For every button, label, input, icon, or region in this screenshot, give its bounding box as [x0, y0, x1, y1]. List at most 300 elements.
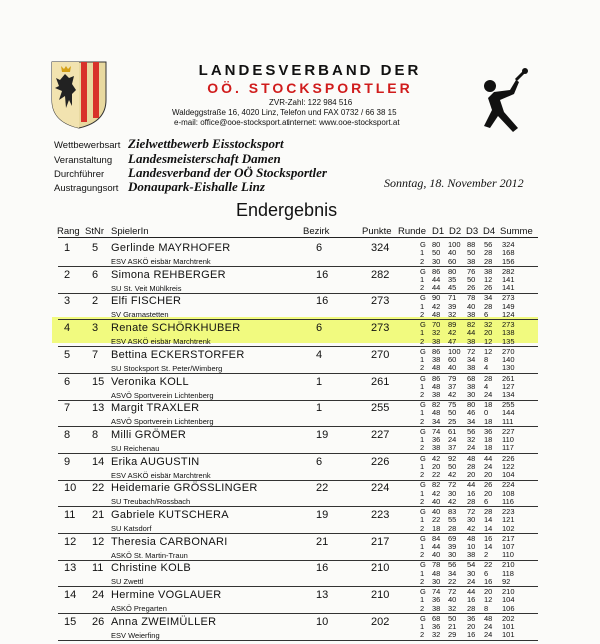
website: internet: www.ooe-stocksport.at	[288, 118, 400, 127]
stnr-cell: 15	[92, 375, 105, 388]
round-label: 2	[420, 576, 425, 586]
round-score: 12	[484, 595, 493, 605]
club-name: SU Stocksport St. Peter/Wimberg	[111, 363, 223, 373]
col-header-d2: D2	[449, 226, 462, 237]
round-sum: 102	[502, 523, 515, 533]
round-sum: 282	[502, 266, 515, 276]
round-score: 32	[484, 320, 493, 330]
points-cell: 324	[371, 242, 390, 254]
stnr-cell: 21	[92, 509, 105, 521]
round-score: 50	[448, 408, 457, 418]
round-score: 38	[432, 603, 441, 613]
round-score: 38	[432, 355, 441, 365]
rank-cell: 7	[64, 402, 71, 415]
player-name: Margit TRAXLER	[111, 402, 200, 415]
round-sum: 141	[502, 283, 515, 293]
round-score: 38	[467, 309, 476, 319]
bezirk-cell: 19	[316, 428, 329, 441]
round-label: 1	[420, 328, 425, 338]
round-sum: 92	[502, 576, 511, 586]
club-name: ASKÖ Pregarten	[111, 604, 167, 614]
round-sum: 261	[502, 373, 515, 383]
round-score: 30	[467, 568, 476, 578]
round-score: 30	[448, 488, 457, 498]
round-label: G	[420, 560, 426, 570]
table-row	[0, 400, 600, 427]
round-score: 34	[467, 416, 476, 426]
round-label: 1	[420, 381, 425, 391]
bezirk-cell: 19	[316, 509, 329, 521]
round-score: 100	[448, 240, 461, 249]
round-score: 24	[484, 622, 493, 632]
points-cell: 273	[371, 322, 390, 335]
round-score: 44	[432, 541, 441, 551]
round-score: 14	[484, 523, 493, 533]
bezirk-cell: 16	[316, 295, 329, 308]
round-score: 48	[432, 363, 441, 373]
round-score: 28	[484, 373, 493, 383]
round-score: 48	[432, 309, 441, 319]
round-sum: 223	[502, 507, 515, 516]
round-label: 2	[420, 336, 425, 346]
table-row	[0, 267, 600, 294]
org-name-line1: LANDESVERBAND DER	[198, 62, 422, 79]
round-score: 32	[448, 309, 457, 319]
bezirk-cell: 1	[316, 402, 323, 415]
round-sum: 130	[502, 363, 515, 373]
round-score: 78	[432, 560, 441, 570]
round-score: 36	[432, 435, 441, 445]
round-label: 2	[420, 363, 425, 373]
round-score: 86	[432, 266, 441, 276]
round-score: 24	[484, 390, 493, 400]
info-value-veranstaltung: Landesmeisterschaft Damen	[128, 151, 281, 166]
round-score: 76	[467, 266, 476, 276]
points-cell: 255	[371, 402, 390, 415]
round-score: 72	[448, 480, 457, 490]
table-row	[0, 240, 600, 267]
col-header-spielerin: SpielerIn	[111, 226, 149, 237]
round-score: 86	[432, 373, 441, 383]
round-label: G	[420, 587, 426, 597]
rank-cell: 9	[64, 455, 71, 468]
stnr-cell: 13	[92, 402, 105, 415]
round-score: 0	[484, 408, 489, 418]
rank-cell: 8	[64, 428, 71, 441]
address: Waldeggstraße 16, 4020 Linz,	[172, 108, 279, 117]
rank-cell: 13	[64, 562, 77, 575]
round-score: 56	[467, 426, 476, 436]
round-score: 50	[448, 613, 457, 623]
round-score: 38	[432, 443, 441, 453]
club-name: SU Zwettl	[111, 577, 144, 587]
round-score: 26	[484, 283, 493, 293]
round-label: 1	[420, 355, 425, 365]
round-label: G	[420, 613, 426, 623]
table-row	[0, 614, 600, 641]
player-name: Elfi FISCHER	[111, 295, 182, 308]
round-score: 28	[448, 523, 457, 533]
zvr-number: ZVR-Zahl: 122 984 516	[269, 98, 353, 107]
round-score: 22	[432, 515, 441, 525]
round-label: G	[420, 453, 426, 463]
round-score: 12	[484, 274, 493, 284]
points-cell: 273	[371, 295, 390, 308]
stnr-cell: 3	[92, 322, 99, 335]
round-score: 100	[448, 346, 461, 356]
round-score: 34	[448, 568, 457, 578]
round-score: 39	[448, 541, 457, 551]
round-score: 92	[448, 453, 457, 463]
round-score: 48	[467, 533, 476, 543]
round-sum: 324	[502, 240, 515, 249]
round-sum: 108	[502, 488, 515, 498]
round-score: 30	[448, 550, 457, 560]
col-header-punkte: Punkte	[362, 226, 392, 237]
round-score: 71	[448, 293, 457, 303]
round-sum: 127	[502, 381, 515, 391]
round-score: 44	[467, 328, 476, 338]
round-score: 54	[467, 560, 476, 570]
round-label: 1	[420, 541, 425, 551]
stnr-cell: 5	[92, 242, 99, 254]
points-cell: 223	[371, 509, 390, 521]
round-score: 44	[432, 274, 441, 284]
round-label: 1	[420, 274, 425, 284]
round-sum: 226	[502, 453, 515, 463]
curler-pictogram-icon	[470, 68, 532, 134]
club-name: ESV ASKÖ eisbär Marchtrenk	[111, 257, 211, 266]
round-score: 42	[448, 328, 457, 338]
round-score: 72	[467, 346, 476, 356]
round-score: 72	[448, 587, 457, 597]
info-value-austragungsort: Donaupark-Eishalle Linz	[128, 179, 265, 194]
round-score: 32	[432, 328, 441, 338]
round-score: 32	[448, 603, 457, 613]
round-score: 60	[448, 256, 457, 266]
round-sum: 104	[502, 470, 515, 480]
round-label: 1	[420, 622, 425, 632]
round-label: G	[420, 240, 426, 249]
round-score: 37	[448, 381, 457, 391]
club-name: ASVÖ Sportverein Lichtenberg	[111, 417, 214, 427]
round-score: 28	[467, 496, 476, 506]
player-name: Milli GRÖMER	[111, 428, 187, 441]
round-score: 48	[432, 408, 441, 418]
rank-cell: 12	[64, 535, 77, 548]
round-score: 74	[432, 587, 441, 597]
rank-cell: 2	[64, 268, 71, 281]
points-cell: 202	[371, 615, 390, 628]
round-score: 61	[448, 426, 457, 436]
player-name: Christine KOLB	[111, 562, 192, 575]
round-label: 1	[420, 488, 425, 498]
round-score: 36	[467, 613, 476, 623]
round-score: 26	[484, 480, 493, 490]
round-sum: 202	[502, 613, 515, 623]
round-score: 40	[467, 301, 476, 311]
stnr-cell: 2	[92, 295, 99, 308]
stnr-cell: 8	[92, 428, 99, 441]
round-score: 32	[467, 435, 476, 445]
round-score: 82	[432, 400, 441, 410]
round-label: 2	[420, 416, 425, 426]
round-sum: 224	[502, 480, 515, 490]
club-name: SV Gramastetten	[111, 310, 169, 320]
phone: Telefon und FAX 0732 / 66 38 15	[280, 108, 397, 117]
round-sum: 140	[502, 355, 515, 365]
round-score: 22	[484, 560, 493, 570]
round-score: 56	[448, 560, 457, 570]
bezirk-cell: 16	[316, 562, 329, 575]
rank-cell: 11	[64, 509, 76, 521]
round-score: 44	[467, 587, 476, 597]
round-score: 47	[448, 336, 457, 346]
round-sum: 101	[502, 622, 515, 632]
round-score: 30	[467, 390, 476, 400]
round-score: 34	[432, 416, 441, 426]
round-score: 56	[484, 240, 493, 249]
round-score: 16	[467, 488, 476, 498]
header-divider	[58, 237, 538, 238]
round-score: 88	[467, 240, 476, 249]
round-score: 30	[467, 515, 476, 525]
table-row	[0, 320, 600, 347]
round-sum: 134	[502, 390, 515, 400]
round-score: 50	[467, 274, 476, 284]
event-date: Sonntag, 18. November 2012	[384, 176, 524, 190]
round-score: 48	[432, 568, 441, 578]
round-label: 2	[420, 496, 425, 506]
round-sum: 210	[502, 560, 515, 570]
round-score: 50	[467, 248, 476, 258]
table-row	[0, 374, 600, 401]
round-score: 78	[467, 293, 476, 303]
round-score: 34	[467, 355, 476, 365]
round-score: 84	[432, 533, 441, 543]
info-label-durchfuehrer: Durchführer	[54, 169, 105, 180]
round-sum: 135	[502, 336, 515, 346]
round-score: 25	[448, 416, 457, 426]
round-score: 42	[432, 488, 441, 498]
table-row	[0, 480, 600, 507]
round-score: 36	[432, 622, 441, 632]
round-score: 22	[432, 470, 441, 480]
round-score: 55	[448, 515, 457, 525]
round-label: G	[420, 480, 426, 490]
page-title: Endergebnis	[236, 200, 338, 220]
round-sum: 144	[502, 408, 515, 418]
col-header-rang: Rang	[57, 226, 80, 237]
round-score: 18	[484, 435, 493, 445]
round-sum: 121	[502, 515, 515, 525]
round-score: 22	[448, 576, 457, 586]
stnr-cell: 24	[92, 589, 105, 602]
round-score: 38	[467, 363, 476, 373]
round-score: 24	[484, 461, 493, 471]
rank-cell: 15	[64, 615, 77, 628]
col-header-d1: D1	[432, 226, 445, 237]
round-score: 44	[432, 283, 441, 293]
info-label-austragungsort: Austragungsort	[54, 183, 119, 194]
round-score: 18	[484, 443, 493, 453]
col-header-d4: D4	[483, 226, 496, 237]
round-label: 2	[420, 443, 425, 453]
round-score: 60	[448, 355, 457, 365]
player-name: Gabriele KUTSCHERA	[111, 509, 229, 521]
points-cell: 227	[371, 428, 390, 441]
round-label: 2	[420, 309, 425, 319]
round-score: 48	[484, 613, 493, 623]
round-sum: 124	[502, 309, 515, 319]
round-score: 74	[432, 426, 441, 436]
col-header-runde: Runde	[398, 226, 426, 237]
stnr-cell: 12	[92, 535, 105, 548]
round-score: 30	[432, 256, 441, 266]
round-label: G	[420, 533, 426, 543]
col-header-bezirk: Bezirk	[303, 226, 330, 237]
round-score: 14	[484, 541, 493, 551]
club-name: SU Katsdorf	[111, 524, 152, 533]
round-score: 6	[484, 309, 489, 319]
points-cell: 217	[371, 535, 390, 548]
round-score: 16	[467, 595, 476, 605]
info-label-wettbewerbsart: Wettbewerbsart	[54, 140, 121, 151]
round-label: 1	[420, 435, 425, 445]
round-sum: 217	[502, 533, 515, 543]
round-score: 30	[432, 576, 441, 586]
round-label: 1	[420, 568, 425, 578]
round-sum: 156	[502, 256, 515, 266]
round-score: 40	[448, 363, 457, 373]
round-score: 80	[448, 266, 457, 276]
coat-of-arms-icon	[50, 60, 108, 130]
points-cell: 270	[371, 348, 390, 361]
round-label: G	[420, 293, 426, 303]
round-score: 48	[432, 381, 441, 391]
round-score: 18	[484, 400, 493, 410]
player-name: Veronika KOLL	[111, 375, 189, 388]
bezirk-cell: 6	[316, 242, 323, 254]
round-score: 18	[432, 523, 441, 533]
stnr-cell: 22	[92, 482, 105, 495]
info-label-veranstaltung: Veranstaltung	[54, 155, 113, 166]
round-sum: 210	[502, 587, 515, 597]
round-score: 42	[432, 453, 441, 463]
col-header-d3: D3	[466, 226, 479, 237]
round-sum: 273	[502, 320, 515, 330]
club-name: SU Reichenau	[111, 443, 160, 453]
rank-cell: 6	[64, 375, 71, 388]
col-header-stnr: StNr	[85, 226, 104, 237]
round-score: 44	[467, 480, 476, 490]
round-score: 86	[432, 346, 441, 356]
round-score: 24	[448, 435, 457, 445]
round-sum: 270	[502, 346, 515, 356]
round-label: 1	[420, 461, 425, 471]
round-score: 20	[467, 622, 476, 632]
round-sum: 117	[502, 443, 514, 453]
round-score: 20	[467, 470, 476, 480]
round-label: G	[420, 373, 426, 383]
round-label: G	[420, 507, 426, 516]
round-score: 18	[484, 416, 493, 426]
round-sum: 110	[502, 550, 514, 560]
club-name: SU Treubach/Rossbach	[111, 497, 191, 507]
round-score: 20	[484, 470, 493, 480]
round-score: 38	[432, 336, 441, 346]
bezirk-cell: 10	[316, 615, 329, 628]
player-name: Theresia CARBONARI	[111, 535, 228, 548]
player-name: Anna ZWEIMÜLLER	[111, 615, 217, 628]
round-score: 16	[484, 576, 493, 586]
round-score: 42	[467, 523, 476, 533]
round-sum: 110	[502, 435, 514, 445]
round-score: 40	[448, 248, 457, 258]
round-sum: 101	[502, 630, 515, 640]
round-score: 38	[467, 336, 476, 346]
round-score: 8	[484, 603, 489, 613]
round-label: G	[420, 400, 426, 410]
round-score: 20	[484, 328, 493, 338]
round-score: 83	[448, 507, 457, 516]
points-cell: 224	[371, 482, 390, 495]
round-label: G	[420, 320, 426, 330]
round-score: 28	[484, 301, 493, 311]
round-sum: 122	[502, 461, 515, 471]
round-sum: 118	[502, 568, 514, 578]
round-score: 38	[467, 550, 476, 560]
round-score: 4	[484, 381, 489, 391]
bezirk-cell: 1	[316, 375, 323, 388]
round-score: 16	[467, 630, 476, 640]
round-label: 1	[420, 248, 425, 258]
round-score: 40	[432, 550, 441, 560]
round-score: 8	[484, 355, 489, 365]
round-label: 2	[420, 550, 425, 560]
round-score: 28	[467, 603, 476, 613]
email: e-mail: office@ooe-stocksport.at	[174, 118, 289, 127]
round-score: 46	[467, 408, 476, 418]
round-score: 82	[432, 480, 441, 490]
round-score: 38	[484, 266, 493, 276]
points-cell: 261	[371, 375, 390, 388]
stnr-cell: 7	[92, 348, 99, 361]
round-score: 28	[484, 248, 493, 258]
col-header-summe: Summe	[500, 226, 533, 237]
club-name: ESV ASKÖ eisbär Marchtrenk	[111, 337, 211, 347]
rank-cell: 1	[64, 242, 71, 254]
round-score: 68	[467, 373, 476, 383]
round-score: 82	[467, 320, 476, 330]
player-name: Gerlinde MAYRHOFER	[111, 242, 231, 254]
bezirk-cell: 6	[316, 455, 323, 468]
round-score: 6	[484, 568, 489, 578]
bezirk-cell: 21	[316, 535, 329, 548]
rank-cell: 10	[64, 482, 77, 495]
bezirk-cell: 22	[316, 482, 329, 495]
points-cell: 226	[371, 455, 390, 468]
club-name: ASKÖ St. Martin-Traun	[111, 550, 188, 560]
player-name: Heidemarie GRÖSSLINGER	[111, 482, 258, 495]
round-score: 38	[467, 256, 476, 266]
table-row	[0, 427, 600, 454]
points-cell: 282	[371, 268, 390, 281]
round-score: 24	[467, 443, 476, 453]
round-score: 50	[448, 461, 457, 471]
round-sum: 138	[502, 328, 515, 338]
round-score: 36	[432, 595, 441, 605]
